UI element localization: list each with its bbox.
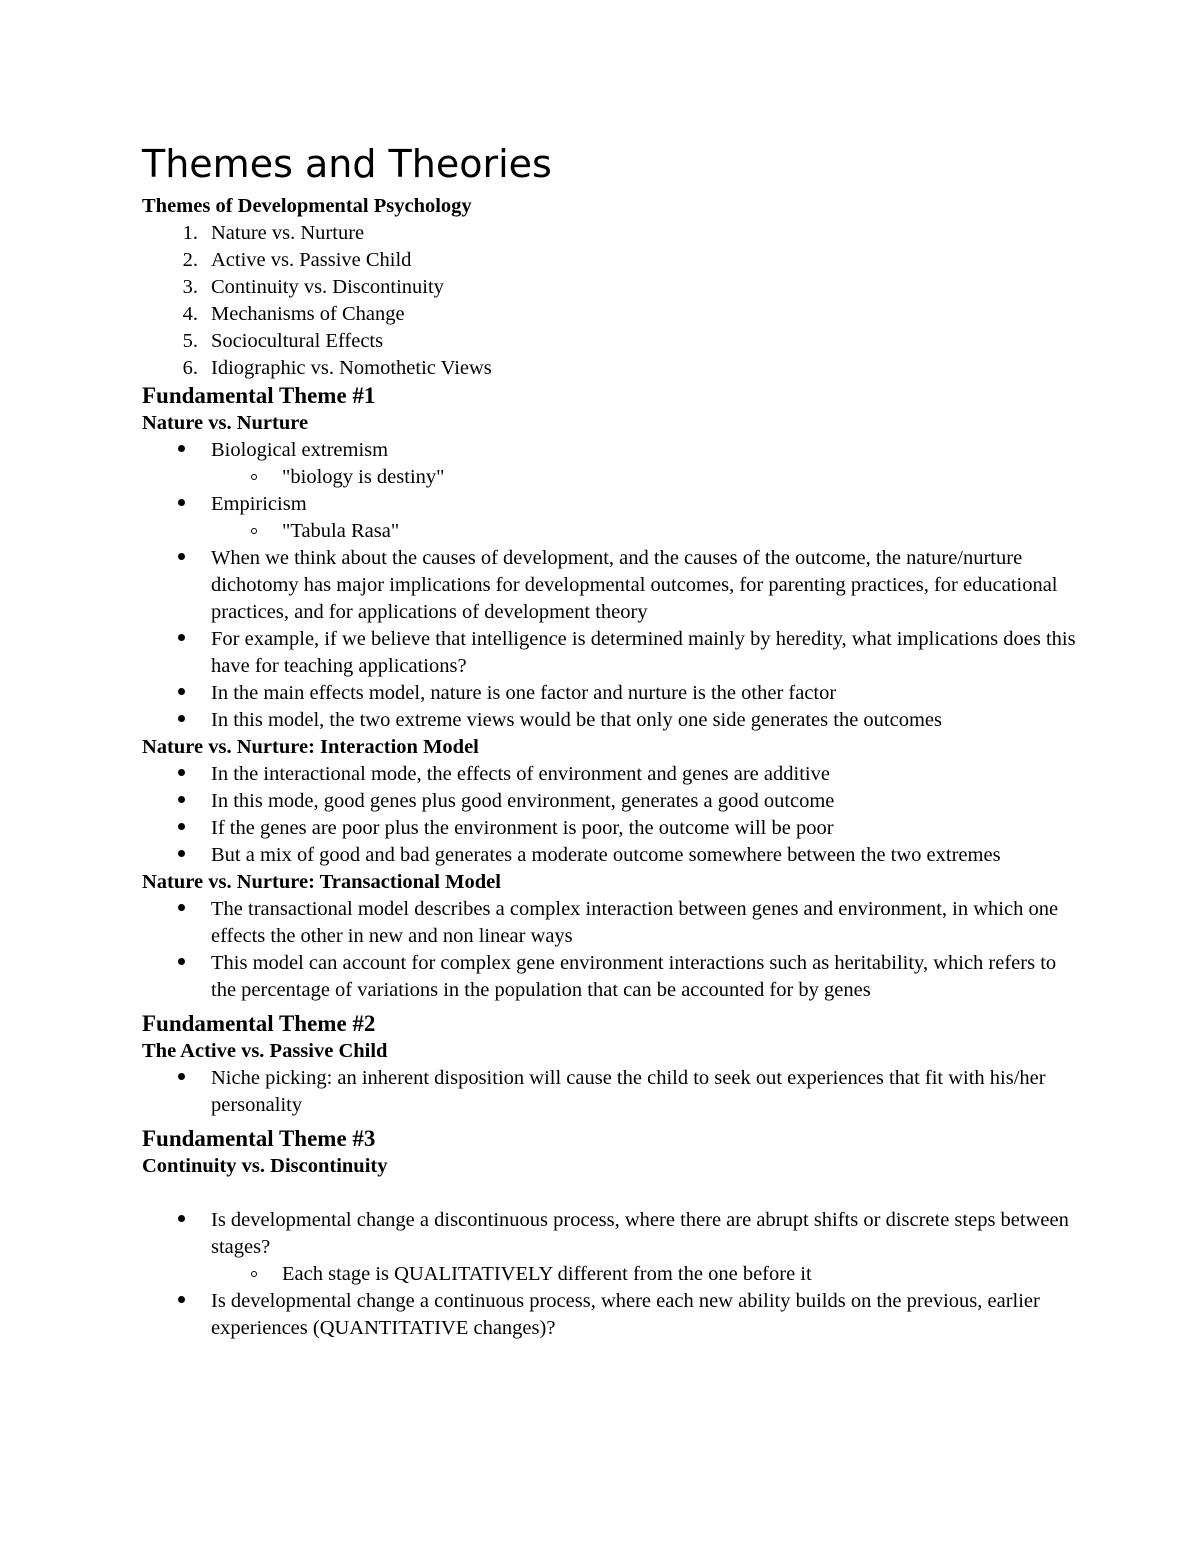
list-item: If the genes are poor plus the environment is poor, the outcome will be poor [142,815,1082,842]
theme1-section-a-heading: Nature vs. Nurture [142,412,309,434]
hollow-bullet-icon [251,474,257,480]
sub-list-item: "Tabula Rasa" [211,518,1082,545]
list-item: 2. Active vs. Passive Child [182,249,412,271]
list-item: 3. Continuity vs. Discontinuity [182,276,444,298]
bullet-icon [178,688,185,695]
bullet-icon [178,823,185,830]
list-item: Niche picking: an inherent disposition will cause the child to seek out experiences that fit with his/her personality [142,1065,1082,1119]
list-item: Empiricism "Tabula Rasa" [142,491,1082,545]
list-item: 4. Mechanisms of Change [182,303,405,325]
hollow-bullet-icon [251,1271,257,1277]
document-page [142,140,1082,1342]
blank-line [142,1180,1082,1207]
bullet-icon [178,634,185,641]
list-item: When we think about the causes of development, and the causes of the outcome, the nature/nurture dichotomy has major implications for developmental outcomes, for parenting practices, for educational practices, and for applications of development theory [142,545,1082,626]
hollow-bullet-icon [251,528,257,534]
theme2-heading: Fundamental Theme #2 [142,1011,376,1036]
theme3-heading: Fundamental Theme #3 [142,1126,376,1151]
bullet-icon [178,796,185,803]
bullet-icon [178,769,185,776]
theme1-section-c-list [142,896,1082,1004]
list-item: Biological extremism "biology is destiny" [142,437,1082,491]
bullet-icon [178,1296,185,1303]
themes-heading: Themes of Developmental Psychology [142,195,472,217]
theme1-section-c-heading: Nature vs. Nurture: Transactional Model [142,871,501,893]
bullet-icon [178,1215,185,1222]
list-item: In this model, the two extreme views would be that only one side generates the outcomes [142,707,1082,734]
list-item: 5. Sociocultural Effects [182,330,384,352]
theme1-section-b-list [142,761,1082,869]
theme1-heading: Fundamental Theme #1 [142,383,376,408]
theme1-section-b-heading: Nature vs. Nurture: Interaction Model [142,736,479,758]
theme2-section-heading: The Active vs. Passive Child [142,1040,388,1062]
list-item: 1. Nature vs. Nurture [182,222,365,244]
bullet-icon [178,904,185,911]
list-item: 6. Idiographic vs. Nomothetic Views [182,357,492,379]
bullet-icon [178,715,185,722]
list-item: But a mix of good and bad generates a moderate outcome somewhere between the two extremes [142,842,1082,869]
sub-list-item: "biology is destiny" [211,464,1082,491]
theme1-section-a-list [142,437,1082,734]
list-item: Is developmental change a continuous process, where each new ability builds on the previous, earlier experiences (QUANTITATIVE changes)? [142,1288,1082,1342]
theme3-section-list [142,1207,1082,1342]
list-item: For example, if we believe that intelligence is determined mainly by heredity, what implications does this have for teaching applications? [142,626,1082,680]
document-title: Themes and Theories [142,142,552,186]
bullet-icon [178,553,185,560]
list-item: In the interactional mode, the effects of environment and genes are additive [142,761,1082,788]
bullet-icon [178,445,185,452]
list-item: Is developmental change a discontinuous process, where there are abrupt shifts or discrete steps between stages? Each stage is QUALITATIVELY different from the one before it [142,1207,1082,1288]
bullet-icon [178,850,185,857]
theme3-section-heading: Continuity vs. Discontinuity [142,1155,388,1177]
bullet-icon [178,1073,185,1080]
sub-list-item: Each stage is QUALITATIVELY different from the one before it [211,1261,1082,1288]
theme2-section-list [142,1065,1082,1119]
list-item: This model can account for complex gene environment interactions such as heritability, which refers to the percentage of variations in the population that can be accounted for by genes [142,950,1082,1004]
list-item: The transactional model describes a complex interaction between genes and environment, in which one effects the other in new and non linear ways [142,896,1082,950]
list-item: In the main effects model, nature is one factor and nurture is the other factor [142,680,1082,707]
bullet-icon [178,958,185,965]
list-item: In this mode, good genes plus good environment, generates a good outcome [142,788,1082,815]
bullet-icon [178,499,185,506]
themes-list [142,220,1082,382]
